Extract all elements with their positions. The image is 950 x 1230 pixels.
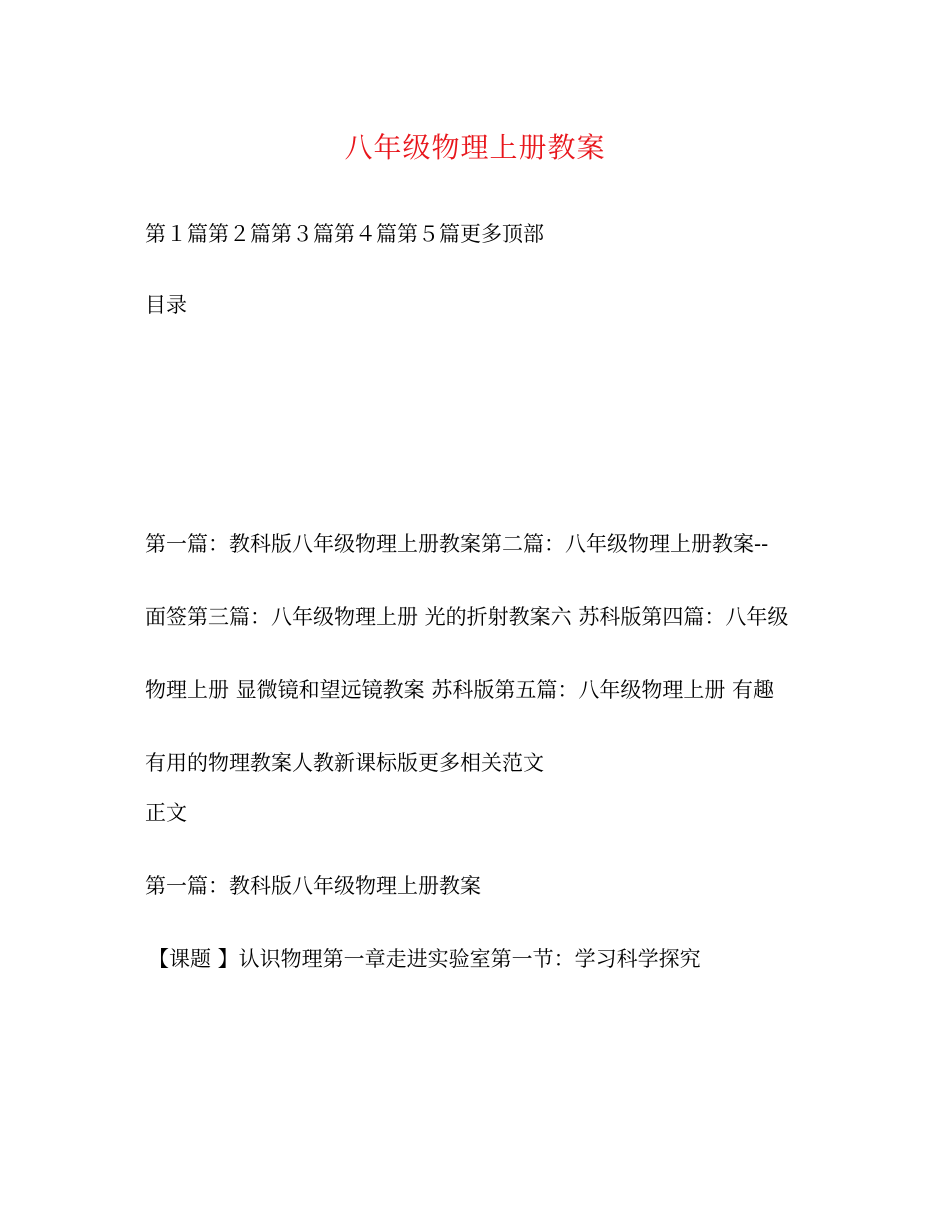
lesson-topic-line: 【课题 】认识物理第一章走进实验室第一节：学习科学探究: [148, 947, 701, 971]
toc-line[interactable]: 面签第三篇：八年级物理上册 光的折射教案六 苏科版第四篇：八年级: [145, 605, 789, 629]
toc-heading: 目录: [145, 293, 187, 317]
toc-paragraph: [145, 508, 815, 800]
first-article-title: 第一篇：教科版八年级物理上册教案: [145, 874, 481, 898]
document-title: 八年级物理上册教案: [344, 131, 606, 164]
body-heading: 正文: [145, 801, 187, 825]
article-nav-links[interactable]: 第１篇第２篇第３篇第４篇第５篇更多顶部: [145, 222, 544, 246]
toc-line[interactable]: 有用的物理教案人教新课标版更多相关范文: [145, 751, 544, 775]
toc-line[interactable]: 第一篇：教科版八年级物理上册教案第二篇：八年级物理上册教案--: [145, 532, 769, 556]
toc-line[interactable]: 物理上册 显微镜和望远镜教案 苏科版第五篇：八年级物理上册 有趣: [145, 678, 775, 702]
